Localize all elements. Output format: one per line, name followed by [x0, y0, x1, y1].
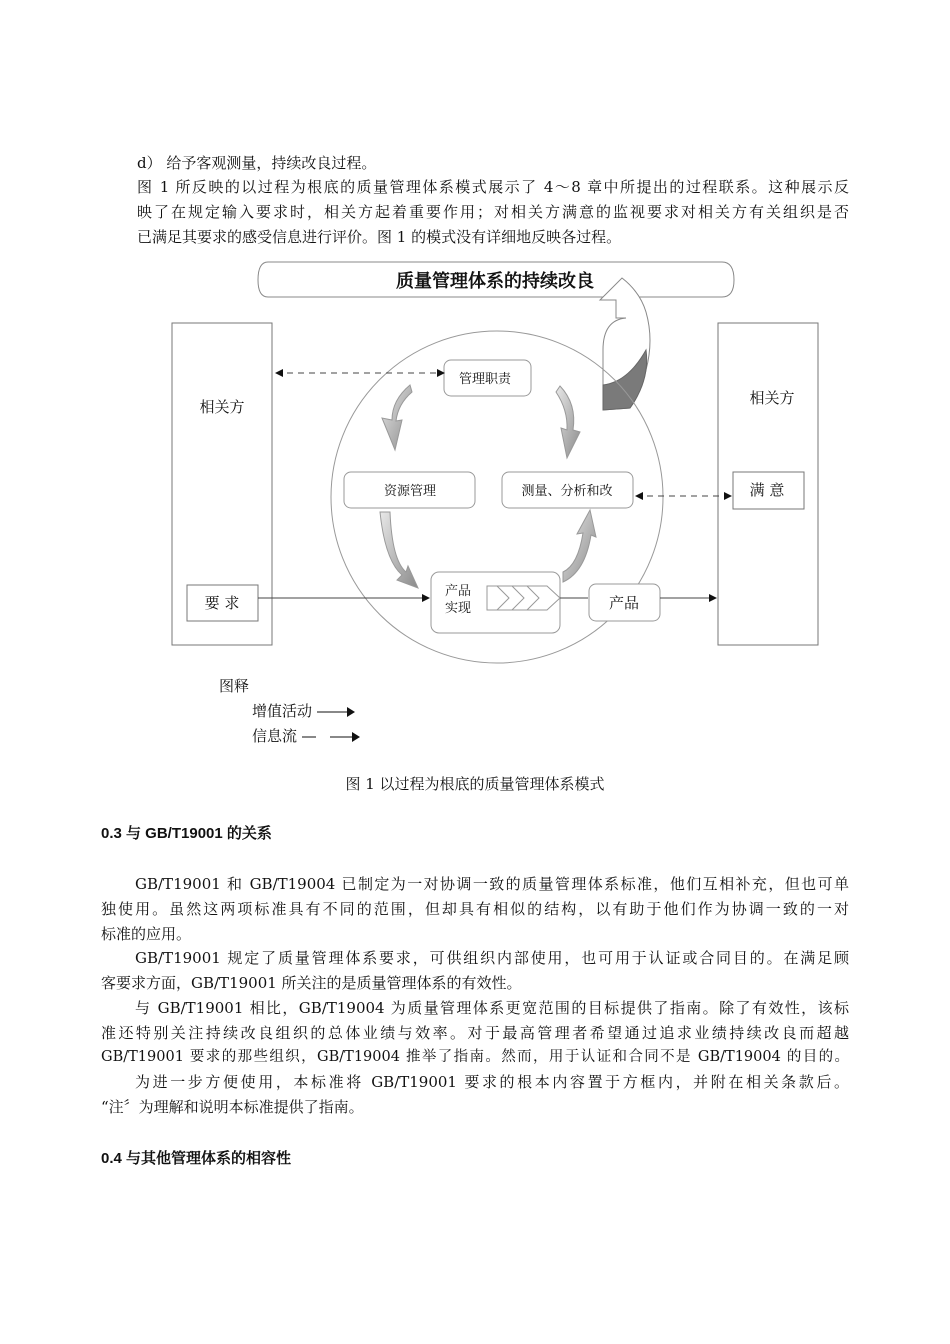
dashed-arrow-icon [302, 731, 362, 743]
cycle-arrow-top-right [556, 386, 580, 458]
paragraph-line: 准还特别关注持续改良组织的总体业绩与效率。对于最高管理者希望通过追求业绩持续改良而超越 [101, 1024, 849, 1042]
section-heading-0-3: 0.3 与 GB/T19001 的关系 [101, 825, 272, 842]
paragraph-line: GB/T19001 要求的那些组织，GB/T19004 推举了指南。然而，用于认证和合同不是 GB/T19004 的目的。 [101, 1049, 849, 1065]
left-interested-party-label: 相关方 [199, 398, 245, 416]
requirements-label: 要 求 [204, 594, 240, 612]
solid-arrow-icon [317, 706, 357, 718]
paragraph-line: 客要求方面，GB/T19001 所关注的是质量管理体系的有效性。 [101, 974, 522, 992]
paragraph-line: 图 1 所反映的以过程为根底的质量管理体系模式展示了 4～8 章中所提出的过程联系。这种展示反 [137, 178, 849, 196]
paragraph-line: 与 GB/T19001 相比，GB/T19004 为质量管理体系更宽范围的目标提供了指南。除了有效性，该标 [135, 999, 849, 1017]
legend-value-added [252, 701, 357, 721]
measurement-label: 测量、分析和改 [521, 484, 613, 499]
paragraph-line: GB/T19001 和 GB/T19004 已制定为一对协调一致的质量管理体系标准，他们互相补充，但也可单 [135, 875, 849, 893]
legend-value-added-label: 增值活动 [252, 702, 313, 720]
legend-title: 图释 [219, 677, 250, 695]
legend-info-flow [252, 726, 362, 746]
product-realization-label-2: 实现 [444, 601, 472, 616]
paragraph-line: 为进一步方便使用，本标准将 GB/T19001 要求的根本内容置于方框内，并附在相关条款后。 [135, 1073, 849, 1091]
paragraph-line: 已满足其要求的感受信息进行评价。图 1 的模式没有详细地反映各过程。 [137, 228, 622, 246]
cycle-arrow-bottom-left [380, 512, 418, 588]
banner-title: 质量管理体系的持续改良 [396, 271, 594, 292]
legend-info-flow-label: 信息流 [252, 727, 298, 745]
right-interested-party-label: 相关方 [749, 389, 795, 407]
paragraph-line: 标准的应用。 [101, 925, 192, 943]
figure-caption: 图 1 以过程为根底的质量管理体系模式 [345, 775, 605, 793]
list-item-d: d） 给予客观测量，持续改良过程。 [137, 154, 377, 172]
paragraph-line: 独使用。虽然这两项标准具有不同的范围，但却具有相似的结构，以有助于他们作为协调一致的一对 [101, 900, 849, 918]
paragraph-line: “注〞为理解和说明本标准提供了指南。 [101, 1098, 364, 1116]
product-realization-label-1: 产品 [444, 584, 472, 599]
section-heading-0-4: 0.4 与其他管理体系的相容性 [101, 1150, 292, 1167]
paragraph-line: 映了在规定输入要求时，相关方起着重要作用；对相关方满意的监视要求对相关方有关组织是否 [137, 203, 849, 221]
cycle-arrow-bottom-right [563, 510, 596, 582]
cycle-arrow-top-left [382, 385, 412, 450]
paragraph-line: GB/T19001 规定了质量管理体系要求，可供组织内部使用，也可用于认证或合同目的。在满足顾 [135, 949, 849, 967]
resource-mgmt-label: 资源管理 [383, 484, 437, 499]
product-label: 产品 [608, 594, 640, 612]
mgmt-responsibility-label: 管理职责 [458, 372, 512, 387]
satisfaction-label: 满 意 [749, 481, 785, 499]
